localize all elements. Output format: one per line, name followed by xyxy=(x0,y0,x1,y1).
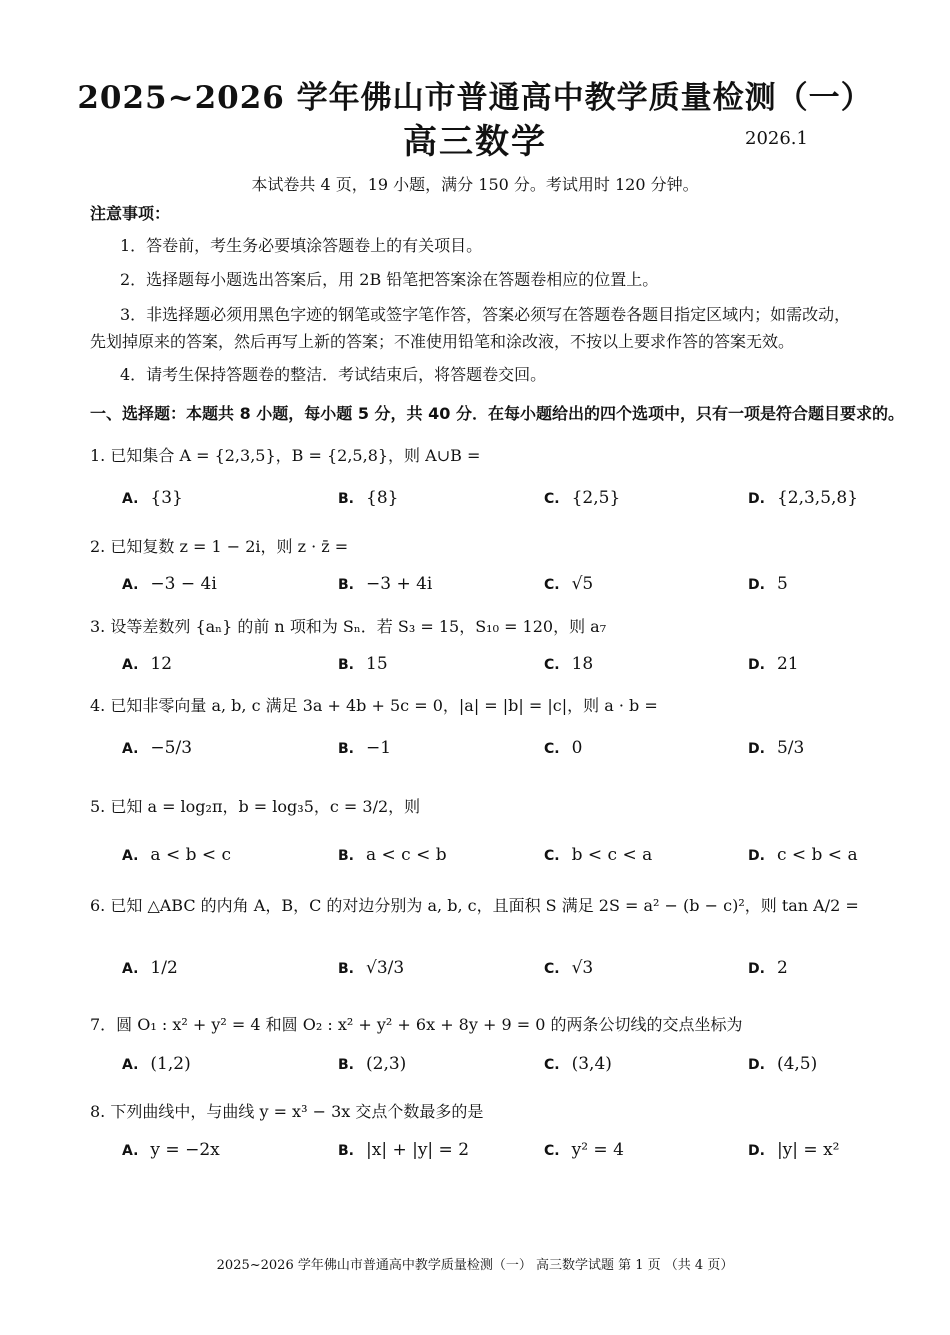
page-footer: 2025~2026 学年佛山市普通高中教学质量检测（一） 高三数学试题 第 1 页 （共 4 页） xyxy=(216,1258,734,1273)
option-c xyxy=(544,1140,624,1160)
option-letter: D. xyxy=(748,961,765,977)
option-text: b < c < a xyxy=(571,845,653,865)
option-d xyxy=(748,654,799,674)
question-stem: 4. 已知非零向量 a, b, c 满足 3a + 4b + 5c = 0，|a| = |b| = |c|，则 a · b = xyxy=(90,696,658,715)
option-c xyxy=(544,958,593,978)
option-text: −1 xyxy=(366,738,392,758)
option-a xyxy=(122,958,178,978)
option-text: {2,5} xyxy=(571,488,621,508)
option-text: {8} xyxy=(366,488,399,508)
question-stem: 2. 已知复数 z = 1 − 2i，则 z · z̄ = xyxy=(90,537,349,556)
option-letter: C. xyxy=(544,491,560,507)
option-a xyxy=(122,1140,220,1160)
question-stem: 3. 设等差数列 {aₙ} 的前 n 项和为 Sₙ．若 S₃ = 15，S₁₀ = 120，则 a₇ xyxy=(90,617,607,636)
option-letter: C. xyxy=(544,577,560,593)
option-letter: B. xyxy=(338,577,354,593)
option-d xyxy=(748,738,804,758)
exam-title: 2025~2026 学年佛山市普通高中教学质量检测（一） xyxy=(77,80,873,116)
section-heading: 一、选择题：本题共 8 小题，每小题 5 分，共 40 分．在每小题给出的四个选项中，只有一项是符合题目要求的。 xyxy=(90,404,904,423)
option-letter: D. xyxy=(748,577,765,593)
option-text: a < c < b xyxy=(366,845,447,865)
option-letter: A. xyxy=(122,577,139,593)
option-c xyxy=(544,574,593,594)
option-letter: A. xyxy=(122,657,139,673)
question-stem: 5. 已知 a = log₂π，b = log₃5，c = 3/2，则 xyxy=(90,797,421,816)
option-letter: D. xyxy=(748,1057,765,1073)
option-letter: D. xyxy=(748,657,765,673)
notice-item: 4．请考生保持答题卷的整洁．考试结束后，将答题卷交回。 xyxy=(120,365,547,384)
question-stem: 7．圆 O₁ : x² + y² = 4 和圆 O₂ : x² + y² + 6x + 8y + 9 = 0 的两条公切线的交点坐标为 xyxy=(90,1015,743,1034)
option-letter: A. xyxy=(122,848,139,864)
question-stem: 1. 已知集合 A = {2,3,5}，B = {2,5,8}，则 A∪B = xyxy=(90,446,481,465)
option-letter: B. xyxy=(338,848,354,864)
option-text: |x| + |y| = 2 xyxy=(366,1140,470,1160)
option-a xyxy=(122,845,231,865)
option-text: (2,3) xyxy=(366,1054,407,1074)
option-letter: C. xyxy=(544,848,560,864)
option-c xyxy=(544,488,620,508)
option-letter: D. xyxy=(748,491,765,507)
option-letter: B. xyxy=(338,741,354,757)
notice-item: 1．答卷前，考生务必要填涂答题卷上的有关项目。 xyxy=(120,236,483,255)
option-text: 18 xyxy=(571,654,594,674)
option-text: {3} xyxy=(150,488,183,508)
option-text: 12 xyxy=(150,654,173,674)
option-letter: B. xyxy=(338,657,354,673)
option-b xyxy=(338,574,432,594)
option-c xyxy=(544,738,582,758)
option-text: {2,3,5,8} xyxy=(776,488,859,508)
option-d xyxy=(748,1054,817,1074)
notice-item: 先划掉原来的答案，然后再写上新的答案；不准使用铅笔和涂改液，不按以上要求作答的答案无效。 xyxy=(90,332,795,351)
option-a xyxy=(122,1054,191,1074)
option-text: 0 xyxy=(571,738,583,758)
notice-item: 2．选择题每小题选出答案后，用 2B 铅笔把答案涂在答题卷相应的位置上。 xyxy=(120,270,659,289)
option-text: y = −2x xyxy=(150,1140,220,1160)
option-letter: D. xyxy=(748,1143,765,1159)
option-letter: A. xyxy=(122,1057,139,1073)
exam-date: 2026.1 xyxy=(745,128,808,149)
option-letter: A. xyxy=(122,961,139,977)
option-b xyxy=(338,738,391,758)
option-text: 2 xyxy=(776,958,788,978)
option-text: √5 xyxy=(571,574,594,594)
option-b xyxy=(338,1140,469,1160)
option-text: 1/2 xyxy=(150,958,178,978)
option-b xyxy=(338,845,447,865)
option-letter: B. xyxy=(338,961,354,977)
option-text: (3,4) xyxy=(571,1054,612,1074)
option-a xyxy=(122,574,217,594)
option-letter: C. xyxy=(544,1057,560,1073)
option-text: −5/3 xyxy=(150,738,193,758)
option-letter: C. xyxy=(544,741,560,757)
option-letter: B. xyxy=(338,1057,354,1073)
option-text: 5 xyxy=(776,574,788,594)
option-c xyxy=(544,845,652,865)
question-stem: 8. 下列曲线中，与曲线 y = x³ − 3x 交点个数最多的是 xyxy=(90,1102,484,1121)
option-text: 15 xyxy=(366,654,388,674)
notice-item: 3．非选择题必须用黑色字迹的钢笔或签字笔作答，答案必须写在答题卷各题目指定区域内；如需改动， xyxy=(120,305,851,324)
option-d xyxy=(748,845,858,865)
option-text: (1,2) xyxy=(150,1054,191,1074)
notice-heading: 注意事项： xyxy=(90,204,171,223)
option-b xyxy=(338,488,398,508)
subject-title: 高三数学 xyxy=(403,122,547,162)
option-letter: D. xyxy=(748,848,765,864)
option-c xyxy=(544,654,593,674)
option-a xyxy=(122,738,192,758)
option-letter: B. xyxy=(338,491,354,507)
option-text: y² = 4 xyxy=(571,1140,624,1160)
option-letter: A. xyxy=(122,1143,139,1159)
option-text: a < b < c xyxy=(150,845,232,865)
option-letter: B. xyxy=(338,1143,354,1159)
option-letter: C. xyxy=(544,1143,560,1159)
option-letter: C. xyxy=(544,657,560,673)
option-text: 21 xyxy=(776,654,799,674)
option-text: 5/3 xyxy=(776,738,805,758)
option-c xyxy=(544,1054,612,1074)
option-d xyxy=(748,488,858,508)
option-b xyxy=(338,654,388,674)
option-text: √3 xyxy=(571,958,594,978)
option-letter: A. xyxy=(122,741,139,757)
option-text: (4,5) xyxy=(776,1054,818,1074)
option-d xyxy=(748,1140,839,1160)
option-a xyxy=(122,654,172,674)
question-stem: 6. 已知 △ABC 的内角 A，B，C 的对边分别为 a, b, c，且面积 S 满足 2S = a² − (b − c)²，则 tan A/2 = xyxy=(90,896,859,915)
option-letter: D. xyxy=(748,741,765,757)
option-letter: C. xyxy=(544,961,560,977)
option-a xyxy=(122,488,183,508)
option-letter: A. xyxy=(122,491,139,507)
option-d xyxy=(748,958,788,978)
option-b xyxy=(338,1054,406,1074)
option-text: c < b < a xyxy=(776,845,858,865)
option-b xyxy=(338,958,404,978)
option-text: −3 − 4i xyxy=(150,574,217,594)
option-text: |y| = x² xyxy=(776,1140,840,1160)
exam-intro: 本试卷共 4 页，19 小题，满分 150 分。考试用时 120 分钟。 xyxy=(251,175,699,194)
option-text: −3 + 4i xyxy=(366,574,433,594)
option-d xyxy=(748,574,788,594)
option-text: √3/3 xyxy=(366,958,405,978)
